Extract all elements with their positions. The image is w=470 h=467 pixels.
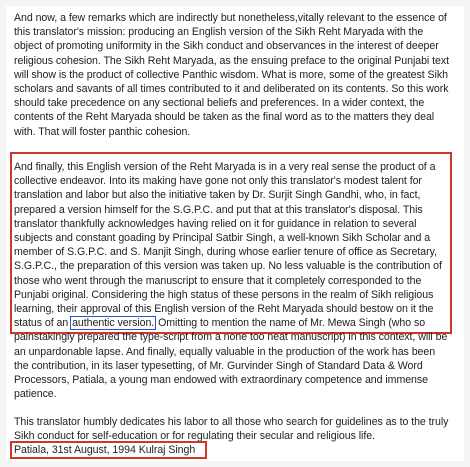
text-line: Punjabi original. Considering the high status of these persons in the realm of Sikh religious [14,288,434,301]
paragraph-remarks [14,11,458,139]
text-line: Sikh conduct for self-education or for regulating their secular and religious life. [14,430,375,443]
text-line: scholars and savants of all times contributed to it and deliberated on its contents. So this work [14,83,449,96]
text-line: will show is the product of collective Panthic wisdom. What is more, some of the greatest Sikh [14,68,448,81]
text-line: the contribution, in its laser typesetting, of Mr. Gurvinder Singh of Standard Data & Word [14,359,423,372]
text-line: member of S.G.P.C. and S. Manjit Singh, during whose earlier tenure of office as Secretary, [14,246,437,259]
text-line: subjects and constant goading by Principal Satbir Singh, a well-known Sikh Scholar and a [14,232,431,245]
document-page [6,6,464,461]
text-line: collective endeavor. Into its making have gone not only this translator's modest talent for [14,175,422,188]
text-line: should take precedence on any sectional beliefs and preferences. In a wider context, the [14,97,425,110]
text-line: And finally, this English version of the Reht Maryada is in a very real sense the product of a [14,161,436,173]
paragraph-acknowledgement [14,160,458,401]
signature-text: Patiala, 31st August, 1994 Kulraj Singh [14,444,196,456]
text-line-status [14,316,458,330]
text-line: Processors, Patiala, a young man endowed with extraordinary competence and immense [14,374,428,387]
text-line: translation and labor but also the initiative taken by Dr. Surjit Singh Gandhi, who, in fact, [14,189,421,202]
text-line: learning, their approval of this English version of the Reht Maryada should bestow on it the [14,303,434,316]
text-line: This translator humbly dedicates his labor to all those who search for guidelines as to the truly [14,416,449,428]
text-line: prepared a version himself for the S.G.P.C. and put that at this translator's disposal. This [14,203,423,216]
text-line: patience. [14,388,57,401]
text-line: religious cohesion. The Sikh Reht Maryada, as the ensuing preface to the original Punjabi text [14,54,450,67]
text-line: translator thankfully acknowledges having relied on it for guidance in relation to several [14,217,417,230]
status-text-after: Omitting to mention the name of Mr. Mewa Singh (who so [155,317,426,330]
signature-line [14,443,458,457]
text-line: this translator's mission: producing an English version of the Sikh Reht Maryada with the [14,26,424,39]
highlight-authentic-version: authentic version. [72,317,155,330]
text-line: And now, a few remarks which are indirectly but nonetheless,vitally relevant to the essence of [14,12,447,24]
text-line: an unpardonable lapse. And finally, equally valuable in the production of the work has been [14,345,436,358]
text-line: contents of the Reht Maryada should be taken as the final word as to the matters they deal [14,111,435,124]
text-line: painstakingly prepared the type-script from a none too neat manuscript) in this context, will be [14,331,448,344]
text-line: S.G.P.C., the preparation of this version was taken up. No less valuable is the contribution of [14,260,442,273]
text-line: object of promoting uniformity in the Sikh conduct and observances in the interest of deeper [14,40,439,53]
paragraph-dedication [14,415,458,443]
text-line: those who went through the manuscript to ensure that it completely corresponded to the [14,274,422,287]
status-text-before: status of an [14,317,72,330]
text-line: with. That will foster panthic cohesion. [14,125,191,138]
